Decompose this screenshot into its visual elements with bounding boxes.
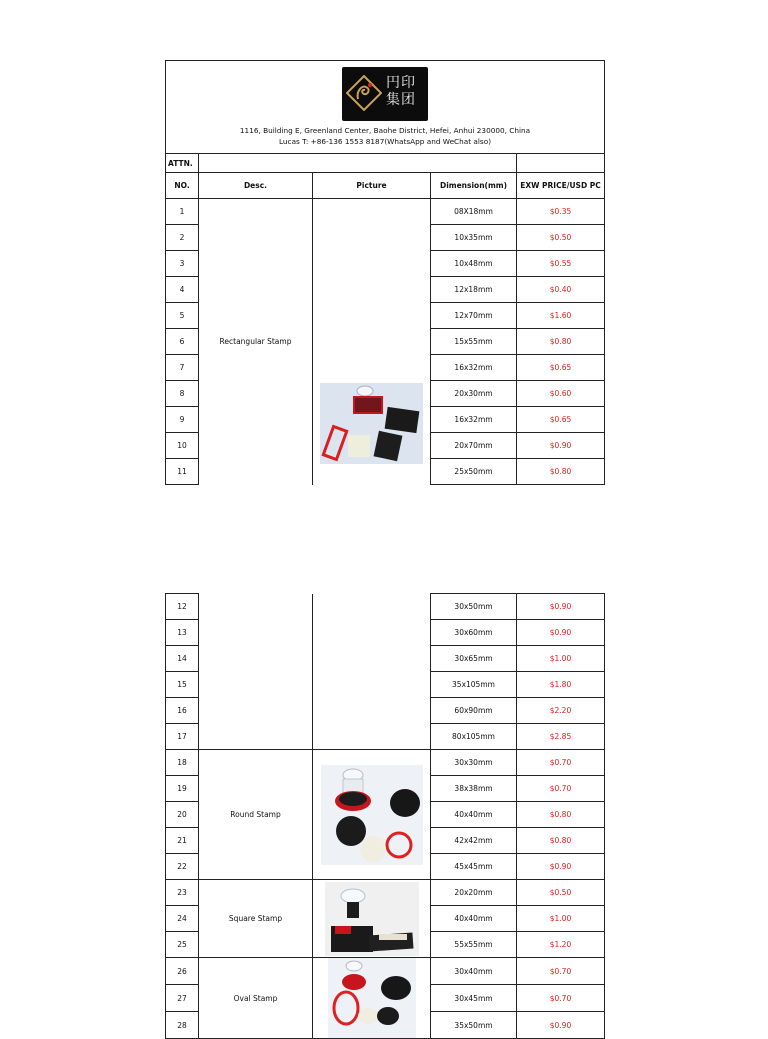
picture-rectangular-continued: [313, 594, 431, 750]
row-no: 5: [166, 303, 199, 329]
row-dimension: 16x32mm: [431, 407, 517, 433]
row-price: $1.60: [517, 303, 605, 329]
row-dimension: 16x32mm: [431, 355, 517, 381]
row-dimension: 30x50mm: [431, 594, 517, 620]
row-price: $0.60: [517, 381, 605, 407]
row-dimension: 12x70mm: [431, 303, 517, 329]
row-no: 27: [166, 985, 199, 1012]
row-no: 9: [166, 407, 199, 433]
row-dimension: 35x50mm: [431, 1012, 517, 1039]
oval-stamp-photo-icon: [328, 958, 416, 1038]
desc-square: Square Stamp: [199, 880, 313, 958]
row-no: 10: [166, 433, 199, 459]
row-price: $0.50: [517, 880, 605, 906]
row-no: 18: [166, 750, 199, 776]
row-dimension: 10x48mm: [431, 251, 517, 277]
row-no: 1: [166, 199, 199, 225]
row-price: $2.20: [517, 698, 605, 724]
row-price: $0.70: [517, 750, 605, 776]
row-no: 25: [166, 932, 199, 958]
col-header-no: NO.: [166, 173, 199, 199]
row-no: 20: [166, 802, 199, 828]
row-no: 14: [166, 646, 199, 672]
square-stamp-photo-icon: [325, 882, 419, 956]
row-price: $0.90: [517, 620, 605, 646]
desc-round: Round Stamp: [199, 750, 313, 880]
row-dimension: 38x38mm: [431, 776, 517, 802]
desc-rectangular-continued: [199, 594, 313, 750]
row-dimension: 30x30mm: [431, 750, 517, 776]
col-header-desc: Desc.: [199, 173, 313, 199]
row-no: 6: [166, 329, 199, 355]
row-dimension: 15x55mm: [431, 329, 517, 355]
row-dimension: 30x40mm: [431, 958, 517, 985]
picture-rectangular: [313, 199, 431, 485]
row-no: 17: [166, 724, 199, 750]
row-no: 24: [166, 906, 199, 932]
row-no: 28: [166, 1012, 199, 1039]
row-no: 3: [166, 251, 199, 277]
row-no: 13: [166, 620, 199, 646]
row-dimension: 40x40mm: [431, 906, 517, 932]
row-dimension: 40x40mm: [431, 802, 517, 828]
row-dimension: 20x70mm: [431, 433, 517, 459]
row-dimension: 12x18mm: [431, 277, 517, 303]
row-dimension: 08X18mm: [431, 199, 517, 225]
row-price: $0.90: [517, 594, 605, 620]
row-price: $2.85: [517, 724, 605, 750]
price-sheet-page-1: [165, 60, 605, 485]
row-price: $1.00: [517, 646, 605, 672]
row-no: 15: [166, 672, 199, 698]
row-dimension: 60x90mm: [431, 698, 517, 724]
row-price: $0.35: [517, 199, 605, 225]
row-no: 12: [166, 594, 199, 620]
seal-emblem-icon: [346, 75, 382, 111]
row-dimension: 55x55mm: [431, 932, 517, 958]
desc-rectangular: Rectangular Stamp: [199, 199, 313, 485]
attn-label: ATTN.: [166, 154, 199, 173]
row-dimension: 10x35mm: [431, 225, 517, 251]
row-price: $0.70: [517, 985, 605, 1012]
row-dimension: 30x60mm: [431, 620, 517, 646]
col-header-dimension: Dimension(mm): [431, 173, 517, 199]
row-no: 11: [166, 459, 199, 485]
row-price: $0.70: [517, 776, 605, 802]
picture-oval: [313, 958, 431, 1039]
row-price: $0.90: [517, 854, 605, 880]
row-no: 23: [166, 880, 199, 906]
picture-square: [313, 880, 431, 958]
attn-field: [199, 154, 517, 173]
row-price: $0.40: [517, 277, 605, 303]
row-price: $0.65: [517, 407, 605, 433]
row-dimension: 80x105mm: [431, 724, 517, 750]
row-dimension: 45x45mm: [431, 854, 517, 880]
round-stamp-photo-icon: [321, 765, 423, 865]
logo-text-line1: 円印: [386, 75, 417, 91]
row-no: 26: [166, 958, 199, 985]
row-price: $0.65: [517, 355, 605, 381]
row-no: 22: [166, 854, 199, 880]
col-header-picture: Picture: [313, 173, 431, 199]
row-price: $0.55: [517, 251, 605, 277]
row-price: $0.90: [517, 433, 605, 459]
row-dimension: 35x105mm: [431, 672, 517, 698]
row-price: $0.80: [517, 459, 605, 485]
row-no: 4: [166, 277, 199, 303]
picture-round: [313, 750, 431, 880]
row-dimension: 25x50mm: [431, 459, 517, 485]
company-address: 1116, Building E, Greenland Center, Baohe District, Hefei, Anhui 230000, China: [239, 126, 531, 135]
row-no: 19: [166, 776, 199, 802]
company-header: [166, 61, 605, 154]
row-price: $1.20: [517, 932, 605, 958]
row-price: $0.90: [517, 1012, 605, 1039]
row-price: $0.80: [517, 828, 605, 854]
row-dimension: 30x45mm: [431, 985, 517, 1012]
row-price: $0.80: [517, 802, 605, 828]
price-sheet-page-2: [165, 593, 605, 1039]
row-price: $1.80: [517, 672, 605, 698]
company-contact: Lucas T: +86-136 1553 8187(WhatsApp and WeChat also): [279, 137, 492, 146]
row-no: 8: [166, 381, 199, 407]
row-price: $1.00: [517, 906, 605, 932]
row-price: $0.50: [517, 225, 605, 251]
row-dimension: 42x42mm: [431, 828, 517, 854]
logo-text-line2: 集团: [386, 92, 417, 108]
col-header-price: EXW PRICE/USD PC: [517, 173, 605, 199]
desc-oval: Oval Stamp: [199, 958, 313, 1039]
company-logo: [342, 67, 428, 121]
row-no: 7: [166, 355, 199, 381]
rectangular-stamp-photo-icon: [320, 383, 423, 464]
row-dimension: 20x20mm: [431, 880, 517, 906]
row-no: 21: [166, 828, 199, 854]
row-no: 2: [166, 225, 199, 251]
row-no: 16: [166, 698, 199, 724]
row-dimension: 30x65mm: [431, 646, 517, 672]
row-price: $0.80: [517, 329, 605, 355]
attn-extra-cell: [517, 154, 605, 173]
row-price: $0.70: [517, 958, 605, 985]
row-dimension: 20x30mm: [431, 381, 517, 407]
